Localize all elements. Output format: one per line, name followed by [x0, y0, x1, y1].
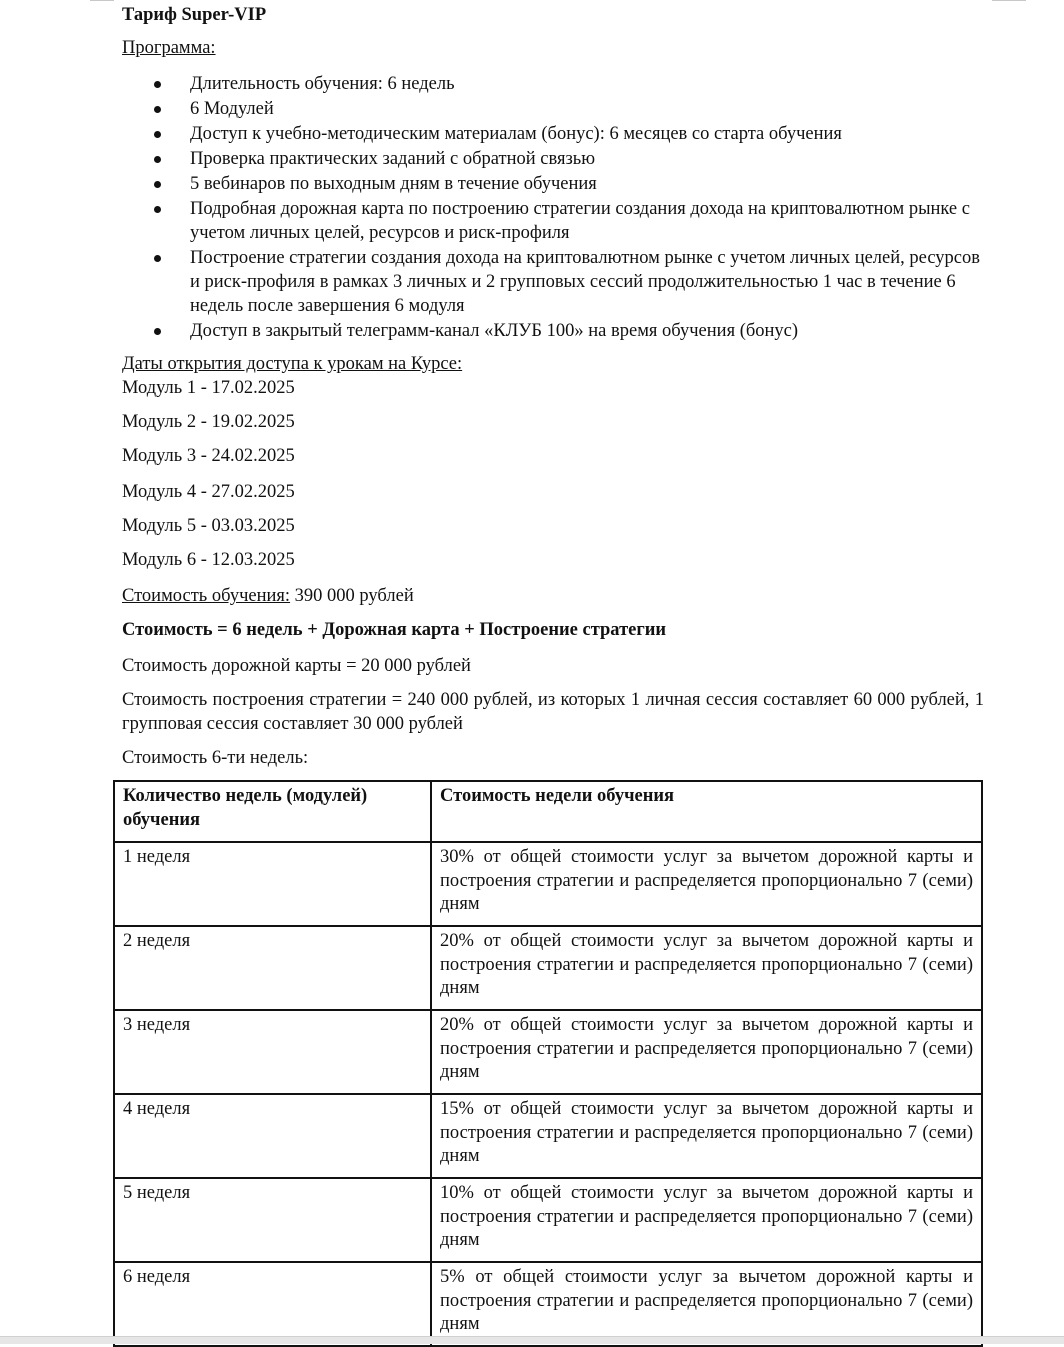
table-row	[114, 1262, 982, 1346]
module-date-5: Модуль 5 - 03.03.2025	[122, 516, 295, 536]
week-cell: 5 неделя	[114, 1178, 431, 1262]
total-cost	[122, 584, 414, 608]
program-list	[122, 72, 984, 344]
cost-label: Стоимость обучения:	[122, 586, 291, 606]
table-row	[114, 842, 982, 926]
table-row	[114, 1010, 982, 1094]
module-date-4: Модуль 4 - 27.02.2025	[122, 482, 295, 502]
dates-label: Даты открытия доступа к урокам на Курсе:	[122, 354, 463, 374]
table-header-row	[114, 781, 982, 842]
table-row	[114, 926, 982, 1010]
weeks-cost-table	[113, 780, 983, 1347]
cost-value: 390 000 рублей	[290, 586, 414, 606]
bullet-icon	[154, 106, 161, 113]
page-corner-mark-right	[992, 0, 1026, 1]
week-cost-cell: 5% от общей стоимости услуг за вычетом дорожной карты и построения стратегии и распределяется пропорционально 7 (семи) дням	[431, 1262, 982, 1346]
page-corner-mark-left	[90, 0, 114, 1]
column-header-week-cost: Стоимость недели обучения	[431, 781, 982, 842]
bullet-icon	[154, 81, 161, 88]
program-label: Программа:	[122, 38, 216, 58]
week-cost-cell: 10% от общей стоимости услуг за вычетом дорожной карты и построения стратегии и распределяется пропорционально 7 (семи) дням	[431, 1178, 982, 1262]
list-item: Длительность обучения: 6 недель	[122, 72, 984, 96]
roadmap-cost: Стоимость дорожной карты = 20 000 рублей	[122, 656, 471, 676]
list-item: 5 вебинаров по выходным дням в течение обучения	[122, 172, 984, 196]
module-date-3: Модуль 3 - 24.02.2025	[122, 446, 295, 466]
module-date-1: Модуль 1 - 17.02.2025	[122, 378, 295, 398]
week-cell: 4 неделя	[114, 1094, 431, 1178]
list-item: Построение стратегии создания дохода на криптовалютном рынке с учетом личных целей, ресурсов и риск-профиля в рамках 3 личных и 2 групповых сессий продолжительностью 1 час в течение 6 недель после завершения 6 модуля	[122, 246, 984, 318]
table-row	[114, 1094, 982, 1178]
week-cell: 2 неделя	[114, 926, 431, 1010]
week-cost-cell: 15% от общей стоимости услуг за вычетом дорожной карты и построения стратегии и распределяется пропорционально 7 (семи) дням	[431, 1094, 982, 1178]
bullet-icon	[154, 328, 161, 335]
list-item: Подробная дорожная карта по построению стратегии создания дохода на криптовалютном рынке с учетом личных целей, ресурсов и риск-профиля	[122, 197, 984, 245]
bullet-icon	[154, 255, 161, 262]
week-cell: 1 неделя	[114, 842, 431, 926]
week-cell: 3 неделя	[114, 1010, 431, 1094]
list-item: Доступ к учебно-методическим материалам (бонус): 6 месяцев со старта обучения	[122, 122, 984, 146]
six-weeks-label: Стоимость 6-ти недель:	[122, 748, 309, 768]
bullet-icon	[154, 181, 161, 188]
list-item: Проверка практических заданий с обратной связью	[122, 147, 984, 171]
bullet-icon	[154, 156, 161, 163]
list-item: 6 Модулей	[122, 97, 984, 121]
strategy-cost: Стоимость построения стратегии = 240 000 рублей, из которых 1 личная сессия составляет 60 000 рублей, 1 групповая сессия составляет 30 000 рублей	[122, 690, 984, 734]
bullet-icon	[154, 131, 161, 138]
column-header-weeks: Количество недель (модулей) обучения	[114, 781, 431, 842]
bullet-icon	[154, 206, 161, 213]
week-cost-cell: 20% от общей стоимости услуг за вычетом дорожной карты и построения стратегии и распределяется пропорционально 7 (семи) дням	[431, 926, 982, 1010]
cost-formula: Стоимость = 6 недель + Дорожная карта + Построение стратегии	[122, 620, 667, 640]
page-gap-band	[0, 1337, 1064, 1344]
week-cost-cell: 20% от общей стоимости услуг за вычетом дорожной карты и построения стратегии и распределяется пропорционально 7 (семи) дням	[431, 1010, 982, 1094]
week-cell: 6 неделя	[114, 1262, 431, 1346]
list-item: Доступ в закрытый телеграмм-канал «КЛУБ 100» на время обучения (бонус)	[122, 319, 984, 343]
module-date-6: Модуль 6 - 12.03.2025	[122, 550, 295, 570]
table-row	[114, 1178, 982, 1262]
tariff-title: Тариф Super-VIP	[122, 5, 267, 25]
module-date-2: Модуль 2 - 19.02.2025	[122, 412, 295, 432]
week-cost-cell: 30% от общей стоимости услуг за вычетом дорожной карты и построения стратегии и распределяется пропорционально 7 (семи) дням	[431, 842, 982, 926]
